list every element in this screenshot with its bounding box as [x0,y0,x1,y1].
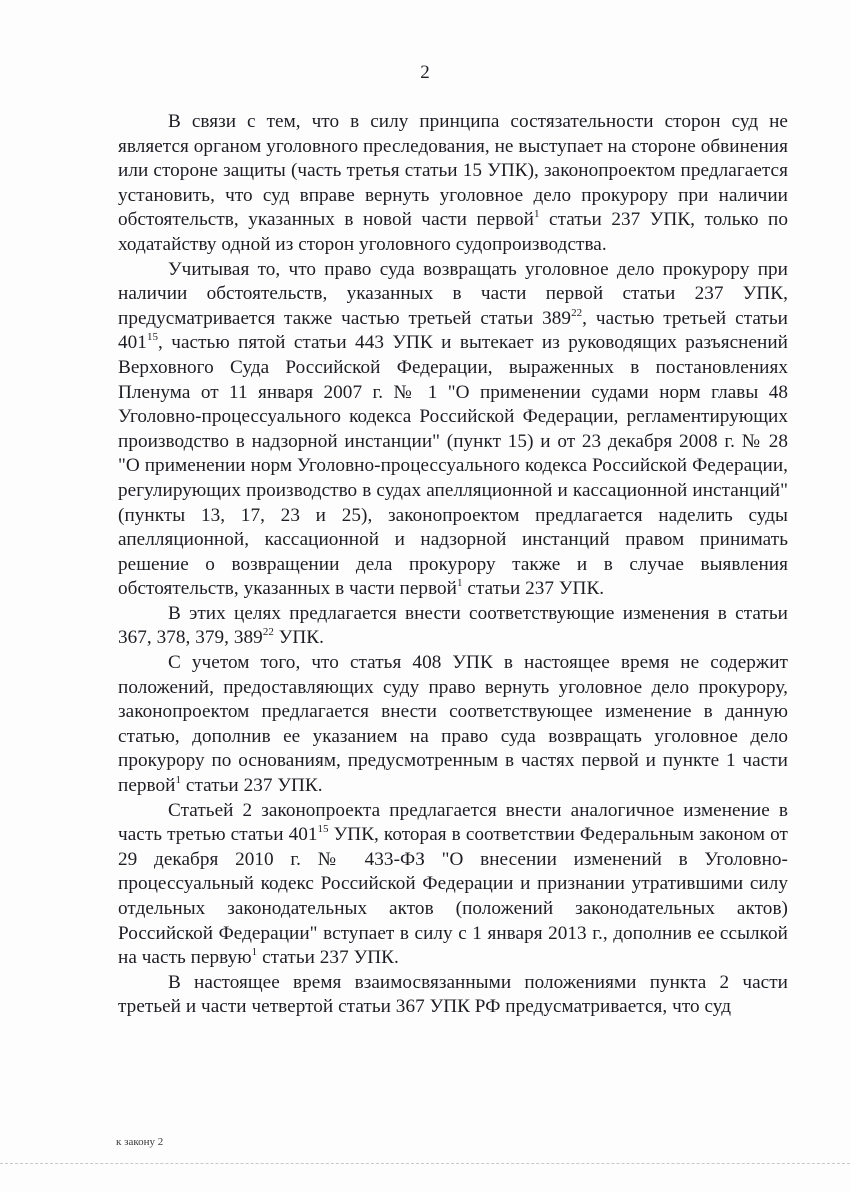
paragraph-text: статьи 237 УПК, только по ходатайству одной из сторон уголовного судопроизводства. [118,209,788,255]
paragraph-text: статьи 237 УПК. [257,947,399,969]
paragraph-text: статьи 237 УПК. [462,578,605,600]
superscript: 1 [457,577,463,590]
superscript: 15 [146,331,159,344]
paragraph-text: В связи с тем, что в силу принципа состязательности сторон суд не является органом уголовного преследования, не выступает на стороне обвинения или стороне защиты (часть третья статьи 15 УПК), законопроектом предлагается установить, что суд вправе вернуть уголовное дело прокурору при наличии обстоятельств, указанных в новой части первой [118,111,788,231]
superscript: 15 [317,823,329,836]
paragraph-text: , частью третьей статьи 401 [118,307,788,354]
paragraph-text: В этих целях предлагается внести соответствующие изменения в статьи 367, 378, 379, 389 [118,602,788,649]
scan-edge-divider [0,1163,850,1164]
paragraph-text: , частью пятой статьи 443 УПК и вытекает из руководящих разъяснений Верховного Суда Российской Федерации, выраженных в постановлениях Пленума от 11 января 2007 г. № 1 "О применении судами норм главы 48 Уголовно-процессуального кодекса Российской Федерации, регламентирующих производство в надзорной инстанции" (пункт 15) и от 23 декабря 2008 г. № 28 "О применении норм Уголовно-процессуального кодекса Российской Федерации, регулирующих производство в судах апелляционной и кассационной инстанций" (пункты 13, 17, 23 и 25), законопроектом предлагается наделить суды апелляционной, кассационной и надзорной инстанций правом принимать решение о возвращении дела прокурору также и в случае выявления обстоятельств, указанных в части первой [118,332,788,600]
paragraph-text: С учетом того, что статья 408 УПК в настоящее время не содержит положений, предоставляющих суду право вернуть уголовное дело прокурору, законопроектом предлагается внести соответствующее изменение в данную статью, дополнив ее указанием на право суда возвращать уголовное дело прокурору по основаниям, предусмотренным в частях первой и пункте 1 части первой [118,652,788,797]
paragraph-4 [118,651,788,799]
paragraph-text: Статьей 2 законопроекта предлагается внести аналогичное изменение в часть третью статьи 401 [118,799,788,846]
paragraph-6 [118,971,788,1020]
document-body [118,110,788,1020]
paragraph-5 [118,799,788,971]
page-number: 2 [420,62,430,83]
paragraph-text: Учитывая то, что право суда возвращать уголовное дело прокурору при наличии обстоятельств, указанных в части первой статьи 237 УПК, предусматривается также частью третьей статьи 389 [118,258,788,329]
paragraph-text: УПК, которая в соответствии Федеральным законом от 29 декабря 2010 г. № 433-ФЗ "О внесении изменений в Уголовно-процессуальный кодекс Российской Федерации и признании утратившими силу отдельных законодательных актов (положений законодательных актов) Российской Федерации" вступает в силу с 1 января 2013 г., дополнив ее ссылкой на часть первую [118,824,788,969]
superscript: 22 [571,306,583,319]
superscript: 1 [533,208,540,221]
superscript: 1 [175,774,182,787]
paragraph-2 [118,258,788,602]
paragraph-text: статьи 237 УПК. [181,775,323,797]
paragraph-text: УПК. [273,627,325,649]
paragraph-3 [118,602,788,651]
paragraph-1 [118,110,788,258]
footer-note: к закону 2 [116,1136,164,1148]
superscript: 22 [262,626,274,639]
superscript: 1 [251,946,258,959]
paragraph-text: В настоящее время взаимосвязанными положениями пункта 2 части третьей и части четвертой статьи 367 УПК РФ предусматривается, что суд [118,971,788,1018]
